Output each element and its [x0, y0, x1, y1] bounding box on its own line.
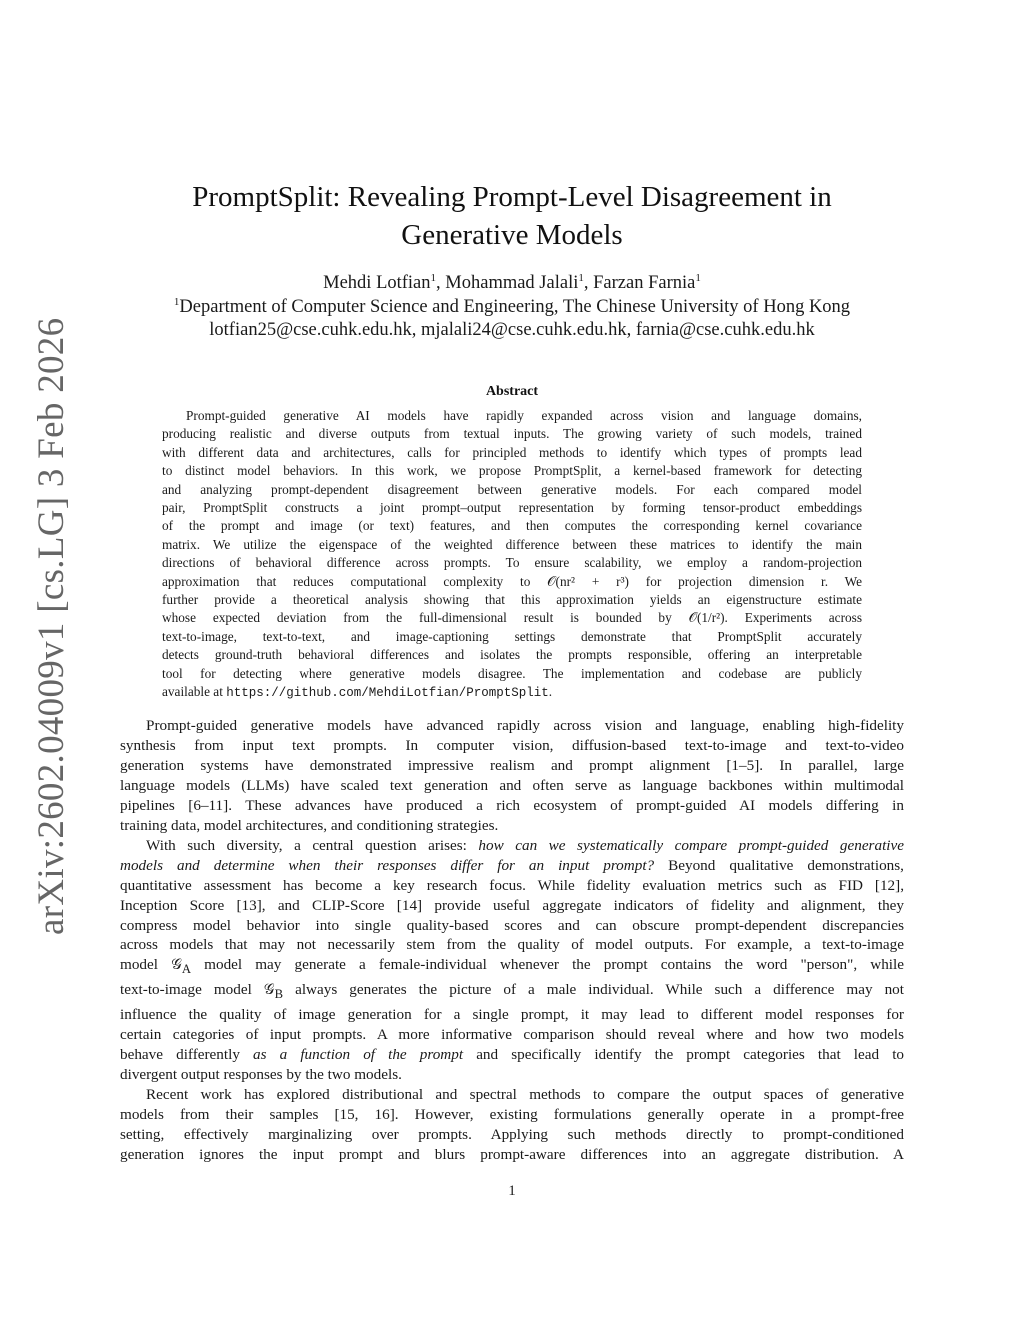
page-number: 1 — [508, 1183, 516, 1199]
abstract-line: approximation that reduces computational complexity to 𝒪(nr² + r³) for projection dimension r. We — [162, 573, 862, 589]
math-symbol — [263, 981, 284, 1002]
abstract-text — [162, 407, 862, 703]
body-line: Recent work has explored distributional and spectral methods to compare the output spaces of generative — [146, 1086, 904, 1104]
body-line: divergent output responses by the two models. — [120, 1066, 402, 1084]
author-block — [100, 272, 924, 343]
body-fragment: With such diversity, a central question arises: — [146, 836, 479, 854]
body-fragment: text-to-image model — [120, 981, 264, 999]
math-symbol-base: 𝒢 — [263, 981, 275, 999]
affiliation-mark: 1 — [430, 271, 437, 284]
author-affiliation — [100, 296, 924, 320]
code-repository-link[interactable]: https://github.com/MehdiLotfian/PromptSplit — [226, 686, 549, 701]
abstract-fragment: . — [548, 684, 553, 700]
body-fragment: behave differently — [120, 1046, 254, 1064]
abstract-line: further provide a theoretical analysis showing that this approximation yields an eigenstructure estimate — [162, 592, 862, 608]
body-fragment: Beyond qualitative demonstrations, — [654, 856, 904, 874]
abstract-line: directions of behavioral difference across prompts. To ensure scalability, we employ a random-projection — [162, 555, 862, 571]
abstract-line: with different data and architectures, calls for principled methods to identify which types of prompts lead — [162, 444, 862, 460]
body-text — [120, 716, 904, 1165]
math-subscript: A — [181, 962, 192, 977]
abstract-line: matrix. We utilize the eigenspace of the weighted difference between these matrices to identify the main — [162, 536, 862, 552]
affiliation-text: Department of Computer Science and Engineering, The Chinese University of Hong Kong — [179, 296, 851, 317]
body-line: generation systems have demonstrated impressive realism and prompt alignment [1–5]. In parallel, large — [120, 756, 904, 774]
body-line — [120, 980, 904, 1005]
abstract-line: to distinct model behaviors. In this work, we propose PromptSplit, a kernel-based framework for detecting — [162, 463, 862, 479]
affiliation-mark: 1 — [173, 295, 180, 308]
abstract-line: tool for detecting where generative models disagree. The implementation and codebase are publicly — [162, 665, 862, 681]
affiliation-mark: 1 — [578, 271, 584, 284]
body-line — [120, 1045, 904, 1065]
body-line: compress model behavior into single quality-based scores and can obscure prompt-dependent discrepancies — [120, 916, 904, 934]
body-emphasis: as a function of the prompt — [253, 1046, 464, 1064]
body-line: Inception Score [13], and CLIP-Score [14] provide useful aggregate indicators of fidelity and alignment, they — [120, 896, 904, 914]
abstract-line: Prompt-guided generative AI models have rapidly expanded across vision and language domains, — [186, 408, 862, 423]
author-emails: lotfian25@cse.cuhk.edu.hk, mjalali24@cse.cuhk.edu.hk, farnia@cse.cuhk.edu.hk — [209, 320, 815, 340]
body-line: quantitative assessment has become a key research focus. While fidelity evaluation metrics such as FID [12], — [120, 876, 904, 894]
body-line: pipelines [6–11]. These advances have produced a rich ecosystem of prompt-guided AI models differing in — [120, 796, 904, 814]
abstract-line: text-to-image, text-to-text, and image-captioning settings demonstrate that PromptSplit accurately — [162, 628, 862, 644]
body-line: across models that may not necessarily stem from the quality of model outputs. For example, a text-to-image — [120, 936, 904, 954]
body-line — [120, 955, 904, 980]
body-line: training data, model architectures, and conditioning strategies. — [120, 816, 499, 834]
math-symbol-base: 𝒢 — [171, 956, 182, 974]
body-fragment: model may generate a female-individual whenever the prompt contains the word "person", while — [191, 956, 904, 974]
body-line — [120, 836, 904, 856]
title-line: Generative Models — [401, 219, 623, 251]
math-subscript: B — [274, 987, 284, 1002]
abstract-line: of the prompt and image (or text) features, and then computes the corresponding kernel covariance — [162, 518, 862, 534]
body-line: setting, effectively marginalizing over prompts. Applying such methods directly to prompt-conditioned — [120, 1126, 904, 1144]
author-name: Farzan Farnia — [593, 273, 696, 293]
math-symbol — [171, 956, 192, 977]
body-line: certain categories of input prompts. A more informative comparison should reveal where and how two models — [120, 1026, 904, 1044]
author-name: Mohammad Jalali — [445, 273, 579, 293]
body-emphasis: models and determine when their responses differ for an input prompt? — [120, 856, 655, 874]
body-fragment: always generates the picture of a male individual. While such a difference may not — [283, 981, 904, 999]
abstract-line: pair, PromptSplit constructs a joint prompt–output representation by forming tensor-product embeddings — [162, 500, 862, 516]
body-line — [120, 856, 904, 876]
paper-title — [120, 178, 904, 254]
body-line: synthesis from input text prompts. In computer vision, diffusion-based text-to-image and text-to-video — [120, 736, 904, 754]
abstract-fragment: available at — [162, 684, 227, 700]
abstract-line: and analyzing prompt-dependent disagreement between generative models. For each compared model — [162, 481, 862, 497]
body-emphasis: how can we systematically compare prompt-guided generative — [478, 836, 904, 854]
abstract-heading: Abstract — [485, 384, 539, 399]
body-line: language models (LLMs) have scaled text generation and often serve as language backbones within multimodal — [120, 776, 904, 794]
abstract-line: producing realistic and diverse outputs from textual inputs. The growing variety of such models, trained — [162, 426, 862, 442]
abstract-line — [162, 683, 862, 702]
arxiv-identifier-stamp[interactable]: arXiv:2602.04009v1 [cs.LG] 3 Feb 2026 — [31, 317, 72, 935]
author-name: Mehdi Lotfian — [323, 273, 431, 293]
title-line: PromptSplit: Revealing Prompt-Level Disagreement in — [192, 181, 832, 213]
body-line: influence the quality of image generation for a single prompt, it may lead to different model responses for — [120, 1006, 904, 1024]
abstract-line: detects ground-truth behavioral differences and isolates the prompts responsible, offering an interpretable — [162, 647, 862, 663]
abstract-line: whose expected deviation from the full-dimensional result is bounded by 𝒪(1/r²). Experiments across — [162, 610, 862, 626]
body-fragment: and specifically identify the prompt categories that lead to — [463, 1046, 905, 1064]
author-names: Mehdi Lotfian$^1$, Mohammad Jalali$^1$, Farzan Farnia$^1$ — [323, 271, 701, 293]
body-fragment: model — [120, 956, 172, 974]
body-line: Prompt-guided generative models have advanced rapidly across vision and language, enabling high-fidelity — [146, 717, 904, 734]
body-line: generation ignores the input prompt and blurs prompt-aware differences into an aggregate distribution. A — [120, 1146, 904, 1164]
affiliation-mark: 1 — [695, 271, 701, 284]
body-line: models from their samples [15, 16]. However, existing formulations generally operate in a prompt-free — [120, 1106, 904, 1124]
